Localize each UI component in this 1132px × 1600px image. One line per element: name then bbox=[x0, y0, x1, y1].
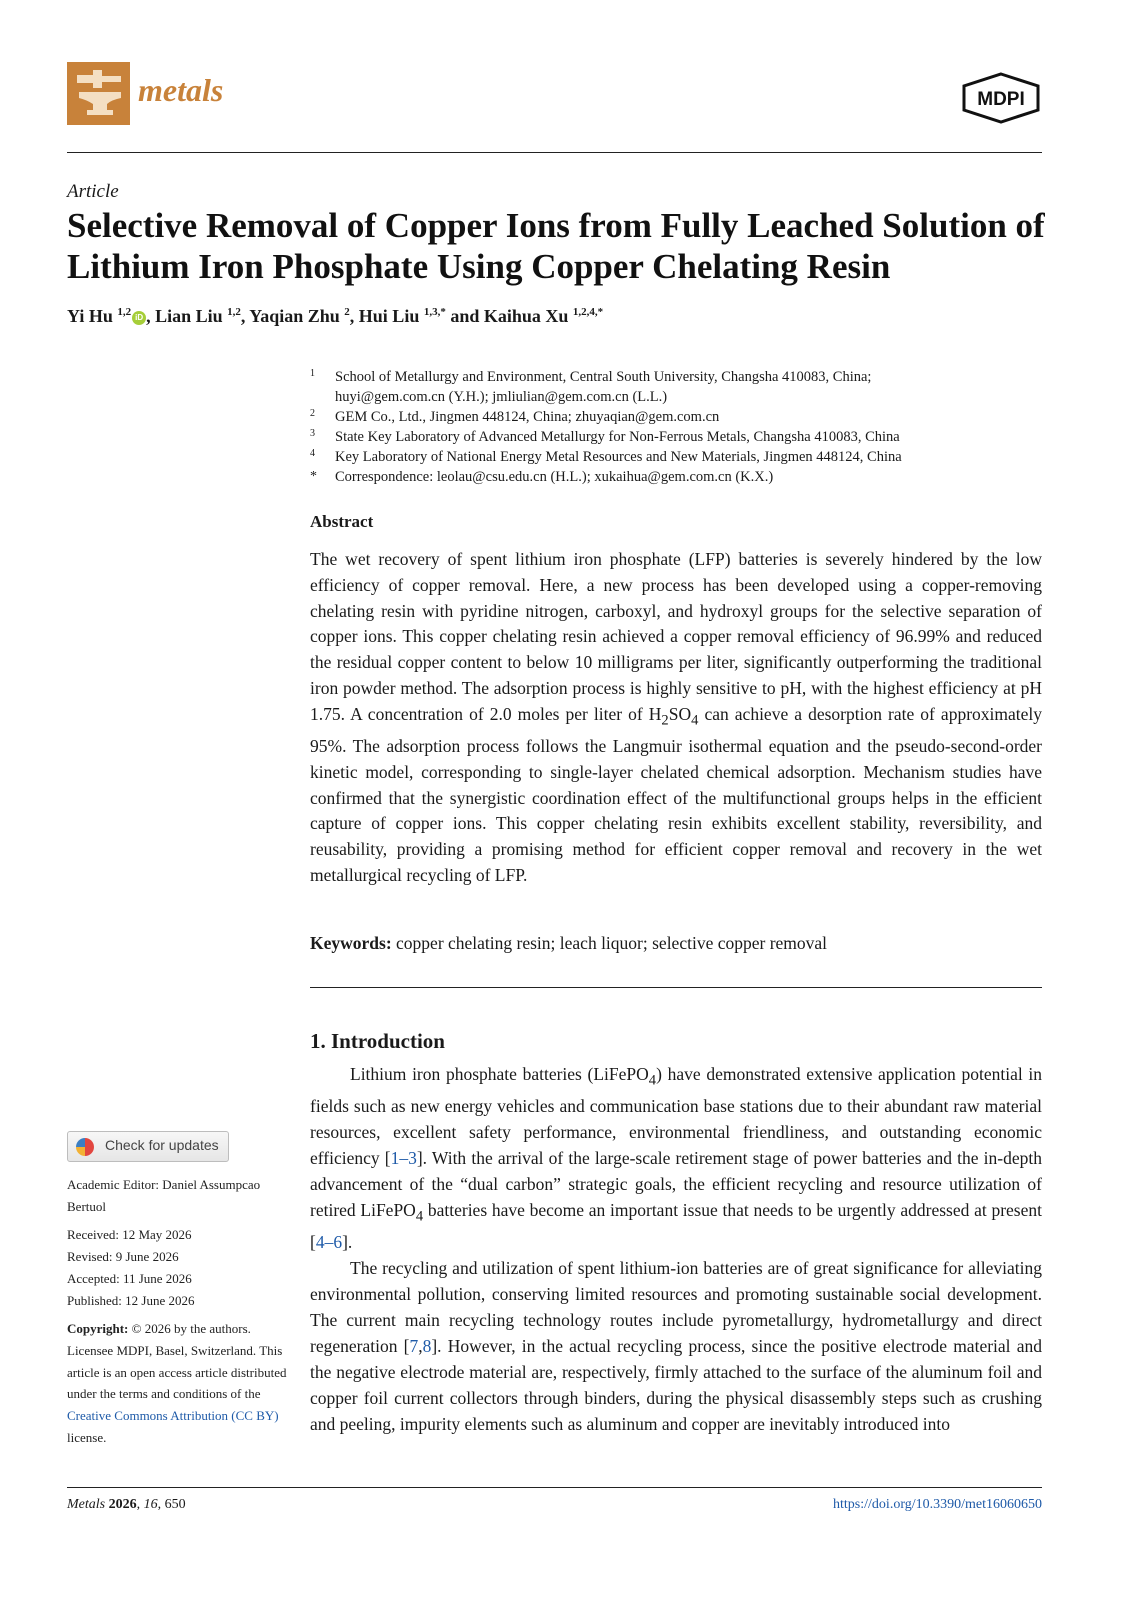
affiliation-text: GEM Co., Ltd., Jingmen 448124, China; zhuyaqian@gem.com.cn bbox=[335, 409, 720, 425]
license-link[interactable]: Creative Commons Attribution (CC BY) bbox=[67, 1408, 279, 1424]
abstract-heading: Abstract bbox=[310, 512, 374, 531]
publisher-logo bbox=[960, 72, 1042, 124]
footer-year: 2026 bbox=[108, 1497, 137, 1512]
journal-name: metals bbox=[138, 72, 224, 108]
affiliation-text: huyi@gem.com.cn (Y.H.); jmliulian@gem.com.cn (L.L.) bbox=[335, 389, 668, 405]
accepted-date: Accepted: 11 June 2026 bbox=[67, 1270, 192, 1286]
abstract-divider bbox=[310, 987, 1042, 988]
affiliation-item bbox=[310, 367, 1050, 387]
correspondence-text: Correspondence: leolau@csu.edu.cn (H.L.); xukaihua@gem.com.cn (K.X.) bbox=[335, 469, 774, 485]
anvil-hammer-icon bbox=[67, 62, 130, 125]
author-affiliation-marks: 2 bbox=[344, 306, 350, 318]
text-run: , bbox=[418, 1336, 423, 1357]
text-run: ]. With the arrival of the large-scale retirement stage of power batteries and the in-depth advancement of the “dual carbon” strategic goals, the efficient recycling and resource utilization of retired LiFePO bbox=[310, 1148, 1042, 1221]
author-name: Lian Liu bbox=[155, 306, 223, 326]
author-name: Yi Hu bbox=[67, 306, 113, 326]
subscript: 4 bbox=[648, 1072, 657, 1089]
article-metadata bbox=[67, 1174, 292, 1448]
author-name: Yaqian Zhu bbox=[249, 306, 340, 326]
paragraph bbox=[310, 1062, 1042, 1256]
author-name: Kaihua Xu bbox=[483, 306, 569, 326]
affiliation-item bbox=[310, 427, 1050, 447]
copyright-notice bbox=[67, 1318, 292, 1448]
abstract-text-part: can achieve a desorption rate of approximately 95%. The adsorption process follows the Langmuir isothermal equation and the pseudo-second-order kinetic model, corresponding to single-layer chelated chemical adsorption. Mechanism studies have confirmed that the synergistic coordination effect of the multifunctional groups helps in the efficient capture of copper ions. This copper chelating resin exhibits excellent stability, reversibility, and reusability, providing a promising method for efficient copper removal and recovery in the wet metallurgical recycling of LFP. bbox=[310, 703, 1043, 886]
publisher-name: MDPI bbox=[977, 89, 1025, 110]
journal-logo bbox=[67, 62, 130, 125]
copyright-label: Copyright: bbox=[67, 1321, 129, 1337]
orcid-icon[interactable]: iD bbox=[132, 311, 146, 325]
correspondence-item bbox=[310, 467, 1050, 487]
affiliation-item bbox=[310, 407, 1050, 427]
keywords bbox=[310, 933, 827, 954]
doi-link[interactable]: https://doi.org/10.3390/met16060650 bbox=[833, 1497, 1042, 1512]
author-affiliation-marks: 1,2 bbox=[117, 306, 132, 318]
received-date: Received: 12 May 2026 bbox=[67, 1227, 192, 1243]
author-affiliation-marks: 1,2,4,* bbox=[572, 306, 604, 318]
text-run: ]. However, in the actual recycling process, since the positive electrode material and the negative electrode material are, respectively, firmly attached to the surface of the aluminum foil and copper foil current collectors through binders, during the physical disassembly steps such as crushing and peeling, impurity elements such as aluminum and copper are inevitably introduced into bbox=[310, 1336, 1042, 1434]
text-run: ) have demonstrated extensive application potential in fields such as new energy vehicles and communication base stations due to their abundant raw material resources, excellent safety performance, environmental friendliness, and outstanding economic efficiency [ bbox=[310, 1064, 1043, 1169]
text-run: The recycling and utilization of spent lithium-ion batteries are of great significance for alleviating environmental pollution, conserving limited resources and promoting sustainable social development. The current main recycling technology routes include pyrometallurgy, hydrometallurgy and direct regeneration [ bbox=[310, 1258, 1042, 1357]
page-title: Selective Removal of Copper Ions from Fully Leached Solution of Lithium Iron Phosphate Using Copper Chelating Resin bbox=[67, 206, 1045, 286]
author-affiliation-marks: 1,3,* bbox=[423, 306, 446, 318]
correspondence-mark: * bbox=[310, 469, 317, 484]
subscript: 4 bbox=[691, 712, 699, 729]
check-for-updates-label: Check for updates bbox=[105, 1137, 219, 1153]
affiliation-text: School of Metallurgy and Environment, Central South University, Changsha 410083, China; bbox=[335, 369, 872, 385]
author-affiliation-marks: 1,2 bbox=[227, 306, 241, 318]
text-run: ]. bbox=[342, 1232, 353, 1253]
footer-volume: 16 bbox=[143, 1497, 158, 1512]
revised-date: Revised: 9 June 2026 bbox=[67, 1249, 179, 1265]
footer-journal: Metals bbox=[67, 1497, 106, 1512]
abstract-text-part: SO bbox=[668, 703, 692, 724]
author-separator: , bbox=[146, 306, 156, 326]
keywords-label: Keywords: bbox=[310, 933, 392, 953]
copyright-text: © 2026 by the authors. Licensee MDPI, Basel, Switzerland. This article is an open access article distributed under the terms and conditions of the bbox=[67, 1321, 287, 1402]
citation-link[interactable]: 8 bbox=[422, 1336, 432, 1357]
affiliation-number: 1 bbox=[310, 368, 315, 379]
footer-article-number: 650 bbox=[164, 1497, 186, 1512]
keywords-text: copper chelating resin; leach liquor; selective copper removal bbox=[391, 933, 828, 953]
check-for-updates-button[interactable] bbox=[67, 1131, 229, 1162]
citation-link[interactable]: 7 bbox=[409, 1336, 419, 1357]
affiliation-number: 2 bbox=[310, 408, 315, 419]
citation-link[interactable]: 4–6 bbox=[315, 1232, 343, 1253]
author-separator: and bbox=[445, 306, 484, 326]
section-heading: 1. Introduction bbox=[310, 1029, 445, 1053]
author-separator: , bbox=[349, 306, 359, 326]
author-separator: , bbox=[240, 306, 250, 326]
affiliation-number: 4 bbox=[310, 448, 315, 459]
crossmark-icon bbox=[76, 1138, 94, 1156]
paragraph bbox=[310, 1256, 1042, 1437]
subscript: 2 bbox=[661, 712, 669, 729]
affiliation-item bbox=[310, 447, 1050, 467]
abstract-text-part: The wet recovery of spent lithium iron phosphate (LFP) batteries is severely hindered by the low efficiency of copper removal. Here, a new process has been developed using a copper-removing chelating resin with pyridine nitrogen, carboxyl, and hydroxyl groups for the selective separation of copper ions. This copper chelating resin achieved a copper removal efficiency of 96.99% and reduced the residual copper content to below 10 milligrams per liter, significantly outperforming the traditional iron powder method. The adsorption process is highly sensitive to pH, with the highest efficiency at pH 1.75. A concentration of 2.0 moles per liter of H bbox=[310, 549, 1042, 724]
header-divider bbox=[67, 152, 1042, 153]
citation-link[interactable]: 1–3 bbox=[390, 1148, 417, 1169]
affiliation-text: State Key Laboratory of Advanced Metallurgy for Non-Ferrous Metals, Changsha 410083, China bbox=[335, 429, 900, 445]
subscript: 4 bbox=[415, 1208, 424, 1225]
abstract-text bbox=[310, 547, 1042, 889]
affiliation-text: Key Laboratory of National Energy Metal Resources and New Materials, Jingmen 448124, China bbox=[335, 449, 902, 465]
copyright-end: license. bbox=[67, 1429, 107, 1445]
footer-citation: Metals 2026, 16, 650 bbox=[67, 1497, 186, 1512]
author-list bbox=[67, 306, 603, 327]
affiliations bbox=[310, 367, 1050, 487]
introduction-body bbox=[310, 1062, 1042, 1438]
affiliation-item bbox=[310, 387, 1050, 407]
footer-divider bbox=[67, 1487, 1042, 1488]
academic-editor: Academic Editor: Daniel Assumpcao Bertuol bbox=[67, 1177, 261, 1214]
text-run: Lithium iron phosphate batteries (LiFePO bbox=[350, 1064, 649, 1084]
text-run: batteries have become an important issue that needs to be urgently addressed at present [ bbox=[310, 1200, 1043, 1253]
affiliation-number: 3 bbox=[310, 428, 315, 439]
published-date: Published: 12 June 2026 bbox=[67, 1292, 195, 1308]
article-type: Article bbox=[67, 181, 119, 202]
author-name: Hui Liu bbox=[358, 306, 420, 326]
